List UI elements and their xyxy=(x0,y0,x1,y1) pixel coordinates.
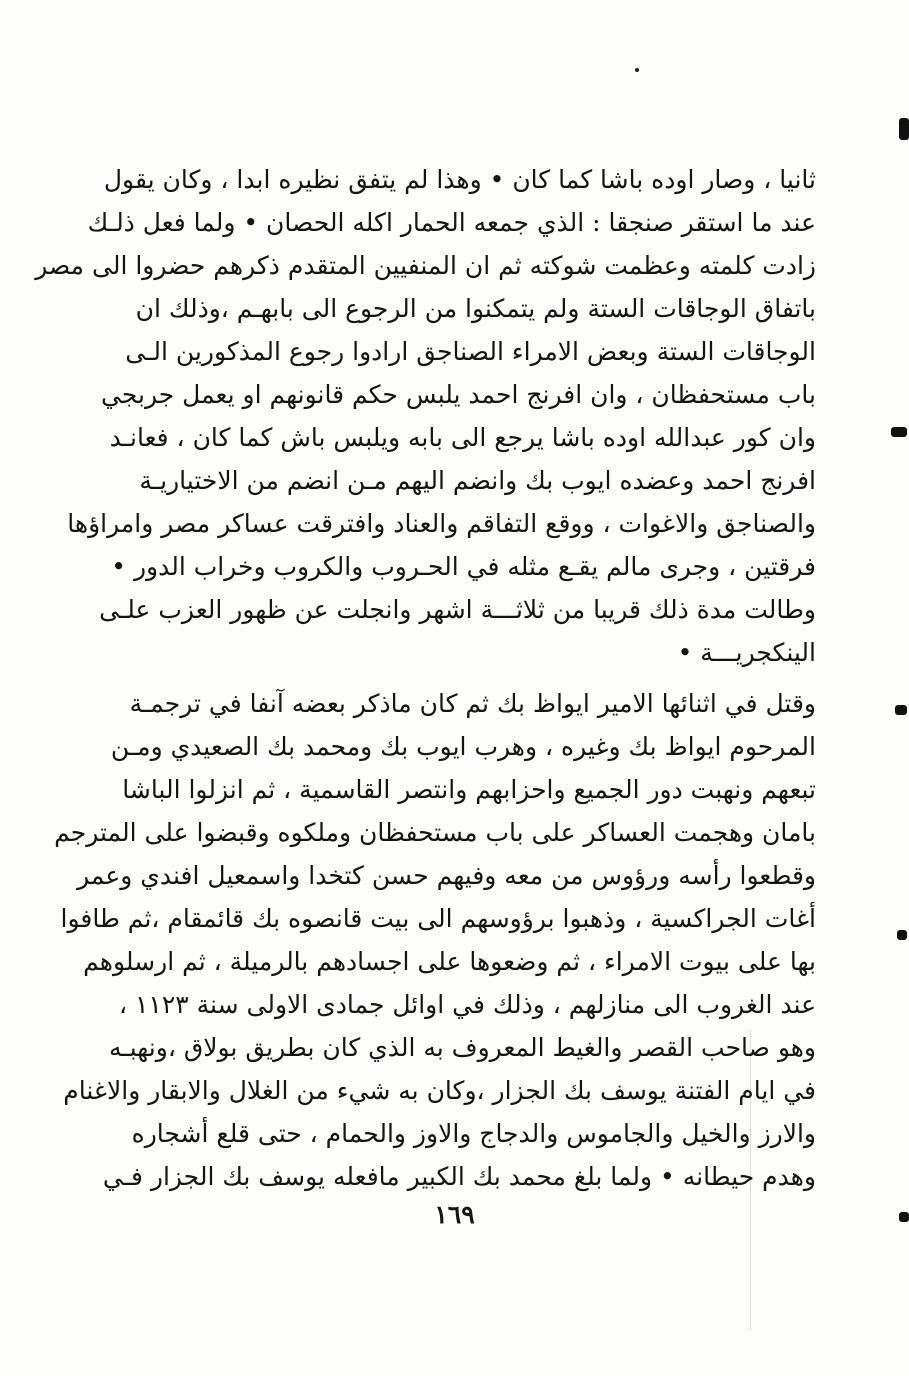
text-line: ثانيا ، وصار اوده باشا كما كان • وهذا لم يتفق نظيره ابدا ، وكان يقول xyxy=(103,165,816,194)
margin-mark xyxy=(895,705,907,715)
text-line: باب مستحفظان ، وان افرنج احمد يلبس حكم قانونهم او يعمل جربجي xyxy=(101,380,816,409)
margin-mark xyxy=(899,118,909,140)
text-line: عند ما استقر صنجقا : الذي جمعه الحمار اكله الحصان • ولما فعل ذلـك xyxy=(87,208,816,237)
speck xyxy=(635,68,639,72)
text-line: وهدم حيطانه • ولما بلغ محمد بك الكبير مافعله يوسف بك الجزار فـي xyxy=(102,1162,816,1191)
text-line: وهو صاحب القصر والغيط المعروف به الذي كان بطريق بولاق ،ونهبـه xyxy=(109,1033,816,1062)
body-text xyxy=(35,158,816,1198)
text-line: وان كور عبدالله اوده باشا يرجع الى بابه ويلبس باش كما كان ، فعانـد xyxy=(109,423,816,452)
margin-mark xyxy=(891,427,907,437)
text-line: وقطعوا رأسه ورؤوس من معه وفيهم حسن كتخدا واسمعيل افندي وعمر xyxy=(77,861,816,890)
margin-mark xyxy=(897,930,907,940)
text-line: والصناجق والاغوات ، ووقع التفاقم والعناد وافترقت عساكر مصر وامراؤها xyxy=(67,509,816,538)
paragraph-gap xyxy=(140,674,816,682)
text-line: الينكجريـــة • xyxy=(677,638,816,667)
text-line: تبعهم ونهبت دور الجميع واحزابهم وانتصر القاسمية ، ثم انزلوا الباشا xyxy=(122,775,816,804)
text-line: زادت كلمته وعظمت شوكته ثم ان المنفيين المتقدم ذكرهم حضروا الى مصر xyxy=(35,251,816,280)
text-line: فرقتين ، وجرى مالم يقـع مثله في الحـروب والكروب وخراب الدور • xyxy=(111,552,816,581)
text-line: الوجاقات الستة وبعض الامراء الصناجق ارادوا رجوع المذكورين الـى xyxy=(125,337,816,366)
page-number: ١٦٩ xyxy=(434,1200,475,1229)
text-line: وطالت مدة ذلك قريبا من ثلاثـــة اشهر وانجلت عن ظهور العزب علـى xyxy=(99,595,816,624)
text-line: عند الغروب الى منازلهم ، وذلك في اوائل جمادى الاولى سنة ١١٢٣ ، xyxy=(118,990,816,1019)
text-line: بها على بيوت الامراء ، ثم وضعوها على اجسادهم بالرميلة ، ثم ارسلوهم xyxy=(83,947,816,976)
text-line: أغات الجراكسية ، وذهبوا برؤوسهم الى بيت قانصوه بك قائمقام ،ثم طافوا xyxy=(60,904,816,933)
paragraph-1 xyxy=(35,158,816,674)
text-line: افرنج احمد وعضده ايوب بك وانضم اليهم مـن انضم من الاختياريـة xyxy=(139,466,816,495)
text-line: باتفاق الوجاقات الستة ولم يتمكنوا من الرجوع الى بابهـم ،وذلك ان xyxy=(135,294,816,323)
text-line: المرحوم ايواظ بك وغيره ، وهرب ايوب بك ومحمد بك الصعيدي ومـن xyxy=(110,732,816,761)
text-line: والارز والخيل والجاموس والدجاج والاوز والحمام ، حتى قلع أشجاره xyxy=(131,1119,816,1148)
paragraph-2 xyxy=(54,682,816,1198)
text-line: بامان وهجمت العساكر على باب مستحفظان وملكوه وقبضوا على المترجم xyxy=(54,818,816,847)
text-line: في ايام الفتنة يوسف بك الجزار ،وكان به شيء من الغلال والابقار والاغنام xyxy=(63,1076,816,1105)
text-line: وقتل في اثنائها الامير ايواظ بك ثم كان ماذكر بعضه آنفا في ترجمـة xyxy=(129,689,816,718)
